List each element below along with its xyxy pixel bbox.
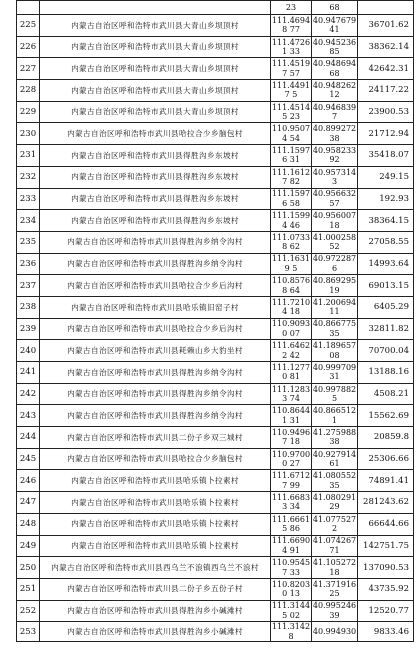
latitude-cell: 41.105272 18 [312,558,357,577]
table-row [17,166,414,188]
table-row [17,578,414,600]
row-index-cell: 245 [17,448,40,470]
table-row [17,318,414,340]
longitude-cell: 111.64622 42 [271,341,311,360]
area-value-cell: 142751.75 [358,535,414,557]
latitude-cell: 41.189657 08 [312,341,357,360]
table-row [17,296,414,318]
row-index-cell: 236 [17,253,40,275]
latitude-cell: 40.994930 [312,622,358,642]
area-value-cell: 20859.8 [358,427,414,449]
area-value-cell: 43735.92 [358,578,414,600]
area-value-cell: 12520.77 [358,600,414,622]
latitude-cell: 40.899272 38 [312,124,357,143]
row-index-cell: 230 [17,123,40,145]
row-index-cell: 229 [17,101,40,123]
area-value-cell: 4508.21 [358,383,414,405]
latitude-cell: 40.869295 19 [312,276,357,295]
area-value-cell: 281243.62 [358,492,414,514]
row-index-cell: 241 [17,362,40,384]
area-value-cell: 192.93 [358,188,414,210]
area-value-cell: 249.15 [358,166,414,188]
area-value-cell: 38362.14 [358,36,414,58]
longitude-cell: 111.66904 91 [271,536,311,555]
longitude-cell: 111.46948 77 [271,15,311,35]
area-value-cell: 23900.53 [358,101,414,123]
row-index-cell: 232 [17,166,40,188]
table-row [17,101,414,123]
table-row [17,231,414,253]
table-row [17,340,414,362]
area-value-cell: 70700.04 [358,340,414,362]
village-name-cell: 内蒙古自治区呼和浩特市武川县哈拉合少乡后沟村 [40,275,271,297]
village-name-cell: 内蒙古自治区呼和浩特市武川县得胜沟乡纳令沟村 [40,253,271,275]
longitude-cell: 111.15994 46 [271,211,311,230]
area-value-cell: 32811.82 [358,318,414,340]
village-name-cell: 内蒙古自治区呼和浩特市武川县大青山乡坝顶村 [40,36,271,58]
village-name-cell: 内蒙古自治区呼和浩特市武川县大青山乡坝顶村 [40,15,271,37]
village-name-cell: 内蒙古自治区呼和浩特市武川县哈乐镇卜拉素村 [40,492,271,514]
longitude-cell: 110.86441 31 [271,406,311,425]
latitude-cell: 40.948262 12 [312,80,357,100]
row-index-cell: 225 [17,15,40,37]
longitude-cell: 111.66615 86 [271,514,311,534]
table-row [17,448,414,470]
latitude-cell: 40.999709 31 [312,362,357,382]
longitude-cell: 111.07338 62 [271,232,311,252]
latitude-cell: 40.956632 57 [312,189,357,208]
table-body [17,1,414,642]
village-name-cell: 内蒙古自治区呼和浩特市武川县得胜沟乡纳令沟村 [40,405,271,427]
row-index-cell: 248 [17,513,40,535]
table-row [17,1,414,15]
row-index-cell: 240 [17,340,40,362]
village-name-cell: 内蒙古自治区呼和浩特市武川县哈乐镇旧窑子村 [40,296,271,318]
row-index-cell: 231 [17,145,40,167]
village-name-cell: 内蒙古自治区呼和浩特市武川县哈拉合少乡脑包村 [40,123,271,145]
row-index-cell: 235 [17,231,40,253]
latitude-cell: 68 [312,1,358,15]
table-row [17,427,414,449]
row-index-cell: 244 [17,427,40,449]
longitude-cell: 110.94967 18 [271,427,311,447]
area-value-cell [358,1,414,15]
row-index-cell: 252 [17,600,40,622]
longitude-cell: 111.15976 31 [271,145,311,165]
village-name-cell: 内蒙古自治区呼和浩特市武川县得胜沟乡纳令沟村 [40,362,271,384]
longitude-cell: 111.44917 5 [271,80,311,100]
table-row [17,145,414,167]
table-row [17,535,414,557]
row-index-cell: 233 [17,188,40,210]
village-name-cell: 内蒙古自治区呼和浩特市武川县西乌兰不浪镇西乌兰不浪村 [40,557,271,579]
latitude-cell: 40.946839 7 [312,102,357,122]
village-name-cell: 内蒙古自治区呼和浩特市武川县得胜沟乡东坡村 [40,188,271,210]
longitude-cell: 110.90930 07 [271,319,311,338]
village-name-cell: 内蒙古自治区呼和浩特市武川县哈拉合少乡后沟村 [40,318,271,340]
row-index-cell: 251 [17,578,40,600]
latitude-cell: 40.997882 5 [312,384,357,404]
table-row [17,58,414,80]
table-row [17,15,414,37]
area-value-cell: 74891.41 [358,470,414,492]
row-index-cell: 243 [17,405,40,427]
village-name-cell: 内蒙古自治区呼和浩特市武川县得胜沟乡小碱滩村 [40,622,271,642]
village-name-cell: 内蒙古自治区呼和浩特市武川县得胜沟乡小碱滩村 [40,600,271,622]
latitude-cell: 40.956007 18 [312,211,357,230]
table-row [17,622,414,642]
longitude-cell: 111.15976 58 [271,189,311,208]
area-value-cell: 14993.64 [358,253,414,275]
latitude-cell: 41.000258 52 [312,232,357,252]
village-name-cell: 内蒙古自治区呼和浩特市武川县哈乐镇卜拉素村 [40,513,271,535]
area-value-cell: 6405.29 [358,296,414,318]
row-index-cell: 234 [17,210,40,232]
area-value-cell: 137090.53 [358,557,414,579]
latitude-cell: 41.080552 35 [312,471,357,490]
table-row [17,36,414,58]
table-row [17,513,414,535]
village-name-cell: 内蒙古自治区呼和浩特市武川县得胜沟乡纳令沟村 [40,383,271,405]
area-value-cell: 9833.46 [358,622,414,642]
land-parcel-table [16,0,414,642]
latitude-cell: 41.200694 11 [312,297,357,317]
latitude-cell: 40.972287 6 [312,254,357,273]
latitude-cell: 41.074267 71 [312,536,357,555]
longitude-cell: 111.47261 33 [271,37,311,57]
village-name-cell: 内蒙古自治区呼和浩特市武川县哈拉合少乡脑包村 [40,448,271,470]
table-row [17,123,414,145]
area-value-cell: 42642.31 [358,58,414,80]
row-index-cell: 242 [17,383,40,405]
area-value-cell: 38364.15 [358,210,414,232]
village-name-cell [40,1,271,15]
latitude-cell: 40.927914 61 [312,449,357,469]
longitude-cell: 23 [271,1,312,15]
table-row [17,600,414,622]
village-name-cell: 内蒙古自治区呼和浩特市武川县哈乐镇卜拉素村 [40,535,271,557]
longitude-cell: 111.72104 18 [271,297,311,317]
village-name-cell: 内蒙古自治区呼和浩特市武川县大青山乡坝顶村 [40,101,271,123]
row-index-cell: 250 [17,557,40,579]
longitude-cell: 111.45197 57 [271,59,311,78]
latitude-cell: 41.080291 29 [312,492,357,512]
table-row [17,253,414,275]
row-index-cell: 249 [17,535,40,557]
latitude-cell: 40.945236 85 [312,37,357,57]
area-value-cell: 35418.07 [358,145,414,167]
longitude-cell: 110.95457 33 [271,558,311,577]
village-name-cell: 内蒙古自治区呼和浩特市武川县大青山乡坝顶村 [40,80,271,102]
village-name-cell: 内蒙古自治区呼和浩特市武川县得胜沟乡东坡村 [40,166,271,188]
latitude-cell: 40.866512 1 [312,406,357,425]
village-name-cell: 内蒙古自治区呼和浩特市武川县二份子乡五份子村 [40,578,271,600]
row-index-cell: 247 [17,492,40,514]
longitude-cell: 110.85768 64 [271,276,311,295]
table-row [17,405,414,427]
area-value-cell: 66644.66 [358,513,414,535]
longitude-cell: 111.31445 02 [271,601,311,620]
latitude-cell: 40.947679 41 [312,15,357,35]
latitude-cell: 41.077527 2 [312,514,357,534]
area-value-cell: 15562.69 [358,405,414,427]
table-row [17,557,414,579]
table-row [17,383,414,405]
village-name-cell: 内蒙古自治区呼和浩特市武川县大青山乡坝顶村 [40,58,271,80]
row-index-cell: 246 [17,470,40,492]
longitude-cell: 111.12833 74 [271,384,311,404]
table-row [17,492,414,514]
table-row [17,470,414,492]
table-row [17,80,414,102]
area-value-cell: 69013.15 [358,275,414,297]
longitude-cell: 111.67127 99 [271,471,311,490]
area-value-cell: 21712.94 [358,123,414,145]
table-row [17,188,414,210]
area-value-cell: 13188.16 [358,362,414,384]
area-value-cell: 24117.22 [358,80,414,102]
longitude-cell: 111.16127 82 [271,167,311,187]
latitude-cell: 40.958233 92 [312,145,357,165]
table-row [17,362,414,384]
latitude-cell: 40.957314 3 [312,167,357,187]
row-index-cell: 237 [17,275,40,297]
village-name-cell: 内蒙古自治区呼和浩特市武川县哈乐镇卜拉素村 [40,470,271,492]
latitude-cell: 41.275988 38 [312,427,357,447]
area-value-cell: 27058.55 [358,231,414,253]
row-index-cell: 253 [17,622,40,642]
row-index-cell: 228 [17,80,40,102]
row-index-cell: 239 [17,318,40,340]
latitude-cell: 40.948694 68 [312,59,357,78]
village-name-cell: 内蒙古自治区呼和浩特市武川县二份子乡双三城村 [40,427,271,449]
longitude-cell: 111.16319 5 [271,254,311,273]
longitude-cell: 111.45145 23 [271,102,311,122]
longitude-cell: 111.31428 [271,622,311,641]
village-name-cell: 内蒙古自治区呼和浩特市武川县得胜沟乡纳令沟村 [40,231,271,253]
village-name-cell: 内蒙古自治区呼和浩特市武川县耗赖山乡大豹坐村 [40,340,271,362]
row-index-cell: 226 [17,36,40,58]
latitude-cell: 40.866775 35 [312,319,357,338]
longitude-cell: 110.82030 13 [271,579,311,599]
longitude-cell: 110.95074 54 [271,124,311,143]
village-name-cell: 内蒙古自治区呼和浩特市武川县得胜沟乡东坡村 [40,145,271,167]
latitude-cell: 40.995246 39 [312,601,357,620]
area-value-cell: 25306.66 [358,448,414,470]
latitude-cell: 41.371916 25 [312,579,357,599]
row-index-cell: 227 [17,58,40,80]
area-value-cell: 36701.62 [358,15,414,37]
longitude-cell: 111.12770 81 [271,362,311,382]
row-index-cell [17,1,40,15]
village-name-cell: 内蒙古自治区呼和浩特市武川县得胜沟乡东坡村 [40,210,271,232]
longitude-cell: 110.97000 27 [271,449,311,469]
table-row [17,210,414,232]
table-row [17,275,414,297]
longitude-cell: 111.66833 34 [271,492,311,512]
row-index-cell: 238 [17,296,40,318]
